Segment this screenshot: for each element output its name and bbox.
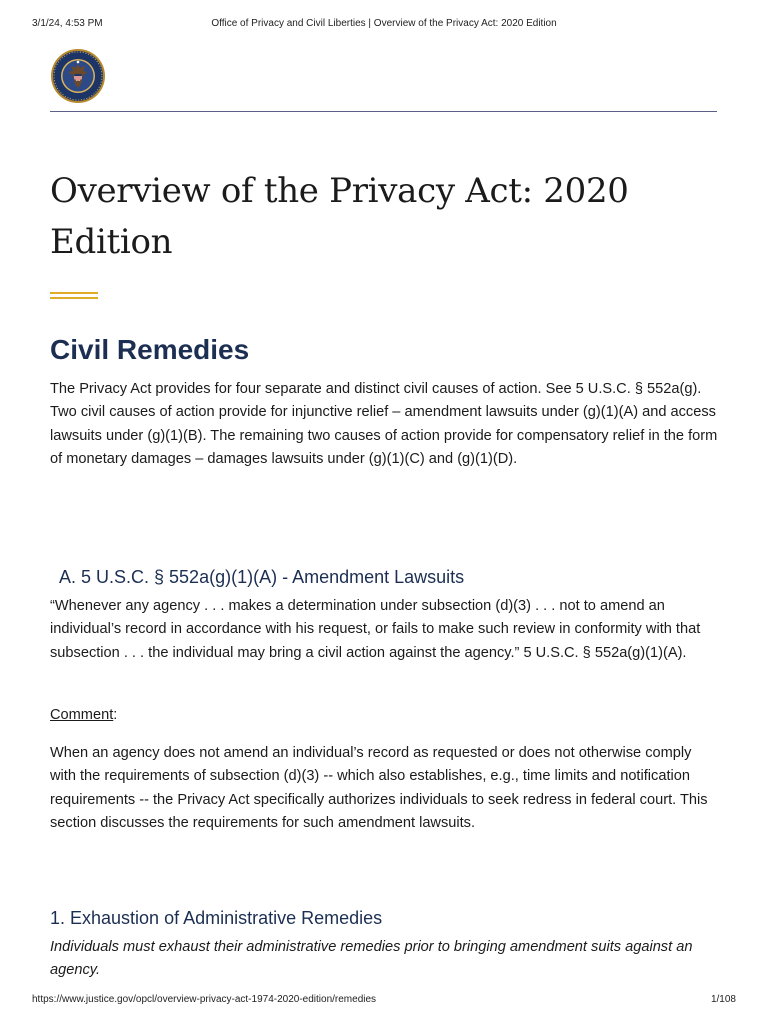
subsection-a-heading: A. 5 U.S.C. § 552a(g)(1)(A) - Amendment Lawsuits bbox=[59, 567, 465, 587]
print-footer bbox=[32, 994, 736, 1008]
page-title: Overview of the Privacy Act: 2020 Edition bbox=[50, 171, 629, 262]
subsection-1-text: Individuals must exhaust their administrative remedies prior to bringing amendment suits against an agency. bbox=[50, 939, 693, 979]
comment-paragraph: When an agency does not amend an individual’s record as requested or does not otherwise comply with the requirements of subsection (d)(3) -- which also establishes, e.g., time limits and notification requirements -- the Privacy Act specifically authorizes individuals to seek redress in federal court. This section discusses the requirements for such amendment lawsuits. bbox=[50, 745, 708, 831]
doj-seal-icon[interactable] bbox=[50, 48, 106, 104]
title-accent-rule bbox=[50, 292, 98, 299]
print-datetime: 3/1/24, 4:53 PM bbox=[32, 18, 103, 29]
comment-label-text: Comment bbox=[50, 707, 114, 723]
print-url: https://www.justice.gov/opcl/overview-privacy-act-1974-2020-edition/remedies bbox=[32, 994, 377, 1005]
section-heading: Civil Remedies bbox=[50, 334, 250, 365]
intro-paragraph: The Privacy Act provides for four separate and distinct civil causes of action. See 5 U.S.C. § 552a(g). Two civil causes of action provide for injunctive relief – amendment lawsuits under (g)(1)(A) and access lawsuits under (g)(1)(B). The remaining two causes of action provide for compensatory relief in the form of monetary damages – damages lawsuits under (g)(1)(C) and (g)(1)(D). bbox=[50, 381, 718, 467]
header-divider bbox=[50, 111, 717, 112]
print-page-number: 1/108 bbox=[710, 994, 736, 1005]
comment-label-colon: : bbox=[113, 707, 118, 723]
print-page-title: Office of Privacy and Civil Liberties | Overview of the Privacy Act: 2020 Edition bbox=[211, 18, 557, 29]
comment-label bbox=[50, 704, 117, 727]
statute-quote: “Whenever any agency . . . makes a determination under subsection (d)(3) . . . not to amend an individual’s record in accordance with his request, or fails to make such review in conformity with that subsection . . . the individual may bring a civil action against the agency.” 5 U.S.C. § 552a(g)(1)(A). bbox=[50, 598, 701, 661]
subsection-1-heading: 1. Exhaustion of Administrative Remedies bbox=[50, 908, 383, 928]
print-header bbox=[32, 18, 736, 32]
